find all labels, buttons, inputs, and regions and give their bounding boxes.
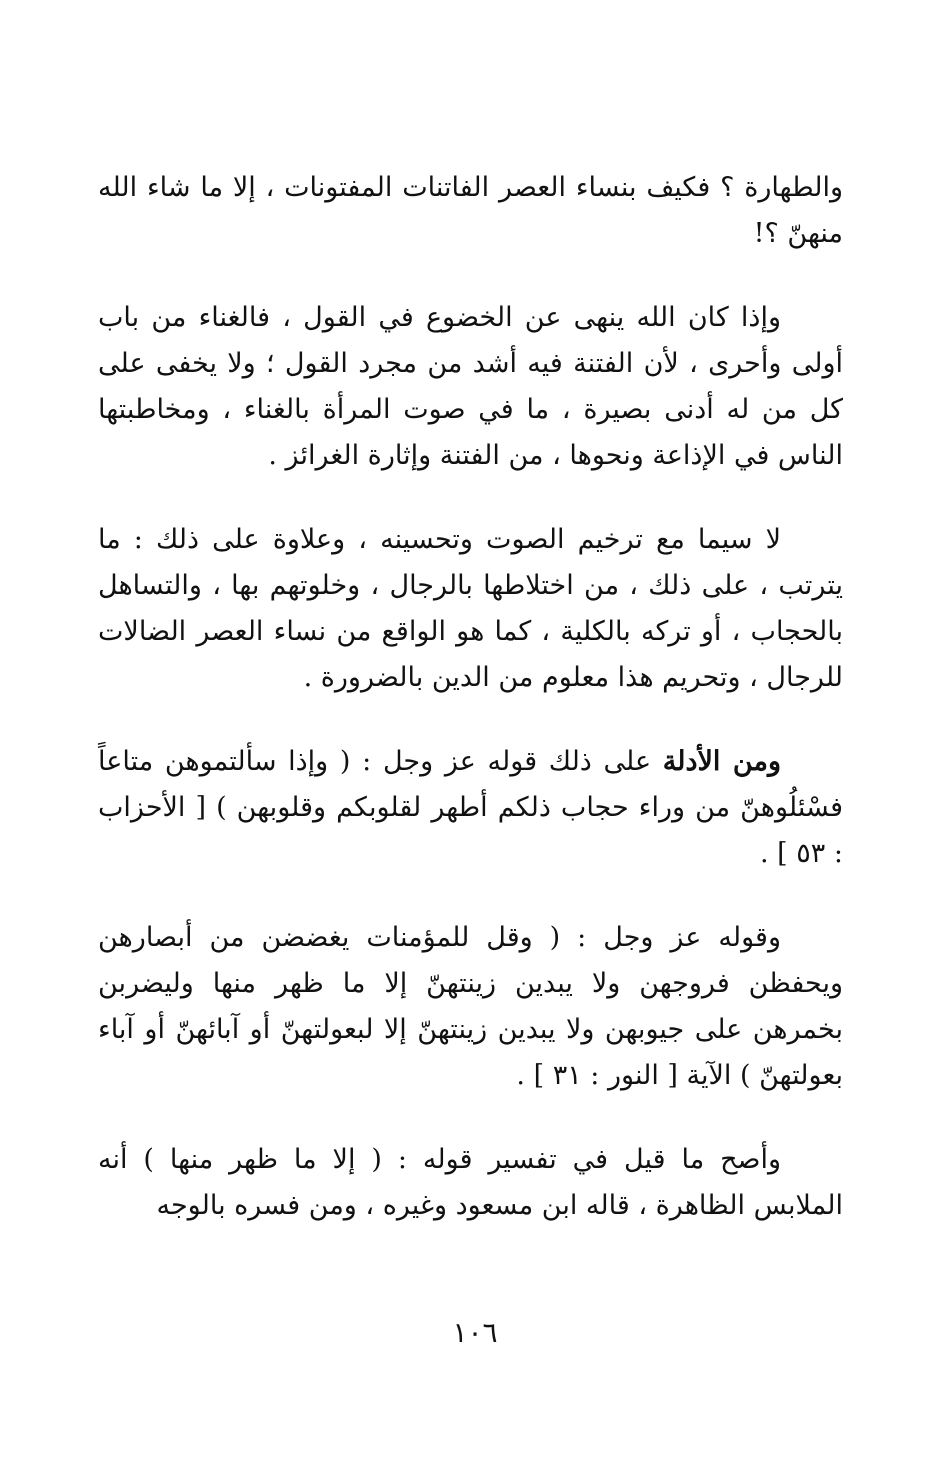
paragraph-3 <box>98 517 843 701</box>
paragraph-4 <box>98 739 843 877</box>
paragraph-5-text: وقوله عز وجل : ( وقل للمؤمنات يغضضن من أبصارهن ويحفظن فروجهن ولا يبدين زينتهنّ إلا ما ظهر منها وليضربن بخمرهن على جيوبهن ولا يبدين زينتهنّ إلا لبعولتهنّ أو آبائهنّ أو آباء بعولتهنّ ) الآية [ النور : ٣١ ] . <box>98 922 843 1091</box>
paragraph-3-text: لا سيما مع ترخيم الصوت وتحسينه ، وعلاوة على ذلك : ما يترتب ، على ذلك ، من اختلاطها بالرجال ، وخلوتهم بها ، والتساهل بالحجاب ، أو تركه بالكلية ، كما هو الواقع من نساء العصر الضالات للرجال ، وتحريم هذا معلوم من الدين بالضرورة . <box>98 524 843 693</box>
paragraph-5 <box>98 915 843 1099</box>
paragraph-6-text: وأصح ما قيل في تفسير قوله : ( إلا ما ظهر منها ) أنه الملابس الظاهرة ، قاله ابن مسعود وغيره ، ومن فسره بالوجه <box>98 1144 843 1221</box>
paragraph-2 <box>98 295 843 479</box>
paragraph-6 <box>98 1137 843 1229</box>
paragraph-4-lead: ومن الأدلة <box>662 746 781 777</box>
page-number: ١٠٦ <box>452 1316 498 1349</box>
paragraph-1-text: والطهارة ؟ فكيف بنساء العصر الفاتنات المفتونات ، إلا ما شاء الله منهنّ ؟! <box>98 172 843 249</box>
page-body <box>98 165 843 1267</box>
paragraph-2-text: وإذا كان الله ينهى عن الخضوع في القول ، فالغناء من باب أولى وأحرى ، لأن الفتنة فيه أشد من مجرد القول ؛ ولا يخفى على كل من له أدنى بصيرة ، ما في صوت المرأة بالغناء ، ومخاطبتها الناس في الإذاعة ونحوها ، من الفتنة وإثارة الغرائز . <box>98 302 843 471</box>
paragraph-4-text: على ذلك قوله عز وجل : ( وإذا سألتموهن متاعاً فسْئلُوهنّ من وراء حجاب ذلكم أطهر لقلوبكم وقلوبهن ) [ الأحزاب : ٥٣ ] . <box>98 746 843 869</box>
paragraph-1 <box>98 165 843 257</box>
